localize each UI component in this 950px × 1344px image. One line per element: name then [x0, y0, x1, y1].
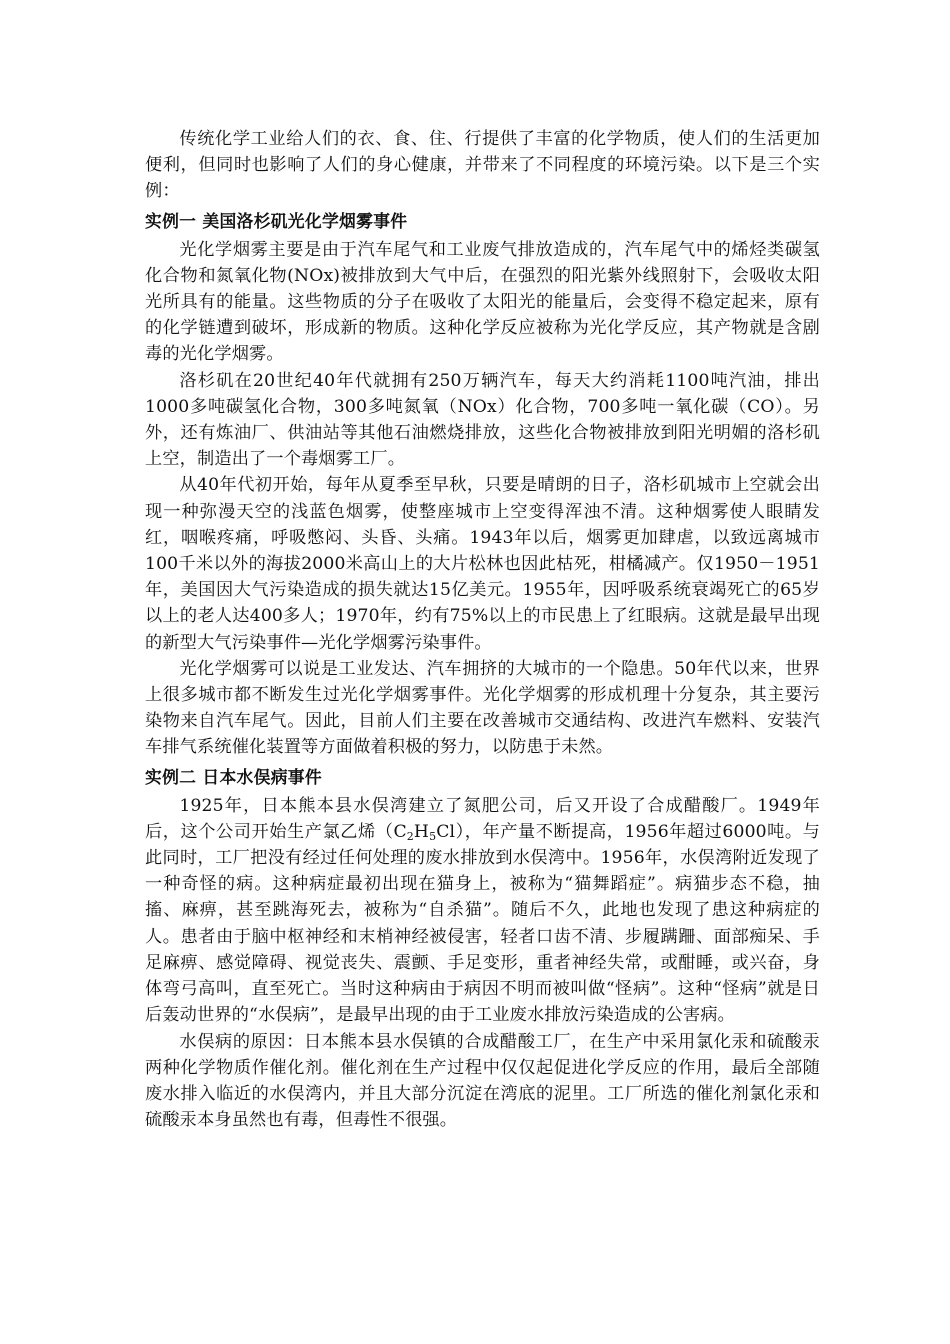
case1-heading: 实例一 美国洛杉矶光化学烟雾事件	[145, 210, 408, 231]
formula-h: H	[413, 821, 430, 842]
case2-paragraph-2: 水俣病的原因：日本熊本县水俣镇的合成醋酸工厂，在生产中采用氯化汞和硫酸汞两种化学物质作催化剂。催化剂在生产过程中仅仅起促进化学反应的作用，最后全部随废水排入临近的水俣湾内，并且大部分沉淀在湾底的泥里。工厂所选的催化剂氯化汞和硫酸汞本身虽然也有毒，但毒性不很强。	[145, 1031, 820, 1131]
case1-paragraph-4: 光化学烟雾可以说是工业发达、汽车拥挤的大城市的一个隐患。50年代以来，世界上很多城市都不断发生过光化学烟雾事件。光化学烟雾的形成机理十分复杂，其主要污染物来自汽车尾气。因此，目前人们主要在改善城市交通结构、改进汽车燃料、安装汽车排气系统催化装置等方面做着积极的努力，以防患于未然。	[145, 658, 820, 758]
case2-paragraph-1	[145, 793, 820, 1029]
case2-p1-text-after: ），年产量不断提高，1956年超过6000吨。与此同时，工厂把没有经过任何处理的废水排放到水俣湾中。1956年，水俣湾附近发现了一种奇怪的病。这种病症最初出现在猫身上，被称为“猫舞蹈症”。病猫步态不稳，抽搐、麻痹，甚至跳海死去，被称为“自杀猫”。随后不久，此地也发现了患这种病症的人。患者由于脑中枢神经和末梢神经被侵害，轻者口齿不清、步履蹒跚、面部痴呆、手足麻痹、感觉障碍、视觉丧失、震颤、手足变形，重者神经失常，或酣睡，或兴奋，身体弯弓高叫，直至死亡。当时这种病由于病因不明而被叫做“怪病”。这种“怪病”就是日后轰动世界的“水俣病”，是最早出现的由于工业废水排放污染造成的公害病。	[145, 821, 821, 1026]
document-page	[145, 126, 820, 1133]
formula-h-subscript: 5	[429, 829, 437, 843]
case1-paragraph-1: 光化学烟雾主要是由于汽车尾气和工业废气排放造成的，汽车尾气中的烯烃类碳氢化合物和氮氧化物(NOx)被排放到大气中后，在强烈的阳光紫外线照射下，会吸收太阳光所具有的能量。这些物质的分子在吸收了太阳光的能量后，会变得不稳定起来，原有的化学链遭到破坏，形成新的物质。这种化学反应被称为光化学反应，其产物就是含剧毒的光化学烟雾。	[145, 239, 820, 365]
chemical-formula	[393, 822, 455, 842]
case2-p1-text-before: 1925年，日本熊本县水俣湾建立了氮肥公司，后又开设了合成醋酸厂。1949年后，这个公司开始生产氯乙烯（	[145, 795, 820, 842]
case1-paragraph-3: 从40年代初开始，每年从夏季至早秋，只要是晴朗的日子，洛杉矶城市上空就会出现一种弥漫天空的浅蓝色烟雾，使整座城市上空变得浑浊不清。这种烟雾使人眼睛发红，咽喉疼痛，呼吸憋闷、头昏、头痛。1943年以后，烟雾更加肆虐，以致远离城市100千米以外的海拔2000米高山上的大片松林也因此枯死，柑橘减产。仅1950－1951年，美国因大气污染造成的损失就达15亿美元。1955年，因呼吸系统衰竭死亡的65岁以上的老人达400多人；1970年，约有75%以上的市民患上了红眼病。这就是最早出现的新型大气污染事件—光化学烟雾污染事件。	[145, 475, 820, 653]
intro-paragraph: 传统化学工业给人们的衣、食、住、行提供了丰富的化学物质，使人们的生活更加便利，但同时也影响了人们的身心健康，并带来了不同程度的环境污染。以下是三个实例：	[145, 129, 820, 202]
case1-paragraph-2: 洛杉矶在20世纪40年代就拥有250万辆汽车，每天大约消耗1100吨汽油，排出1000多吨碳氢化合物，300多吨氮氧（NOx）化合物，700多吨一氧化碳（CO）。另外，还有炼油厂、供油站等其他石油燃烧排放，这些化合物被排放到阳光明媚的洛杉矶上空，制造出了一个毒烟雾工厂。	[145, 370, 820, 470]
case2-heading: 实例二 日本水俣病事件	[145, 766, 322, 787]
formula-cl: Cl	[436, 821, 456, 842]
formula-c-subscript: 2	[406, 829, 414, 843]
formula-c: C	[393, 821, 407, 842]
